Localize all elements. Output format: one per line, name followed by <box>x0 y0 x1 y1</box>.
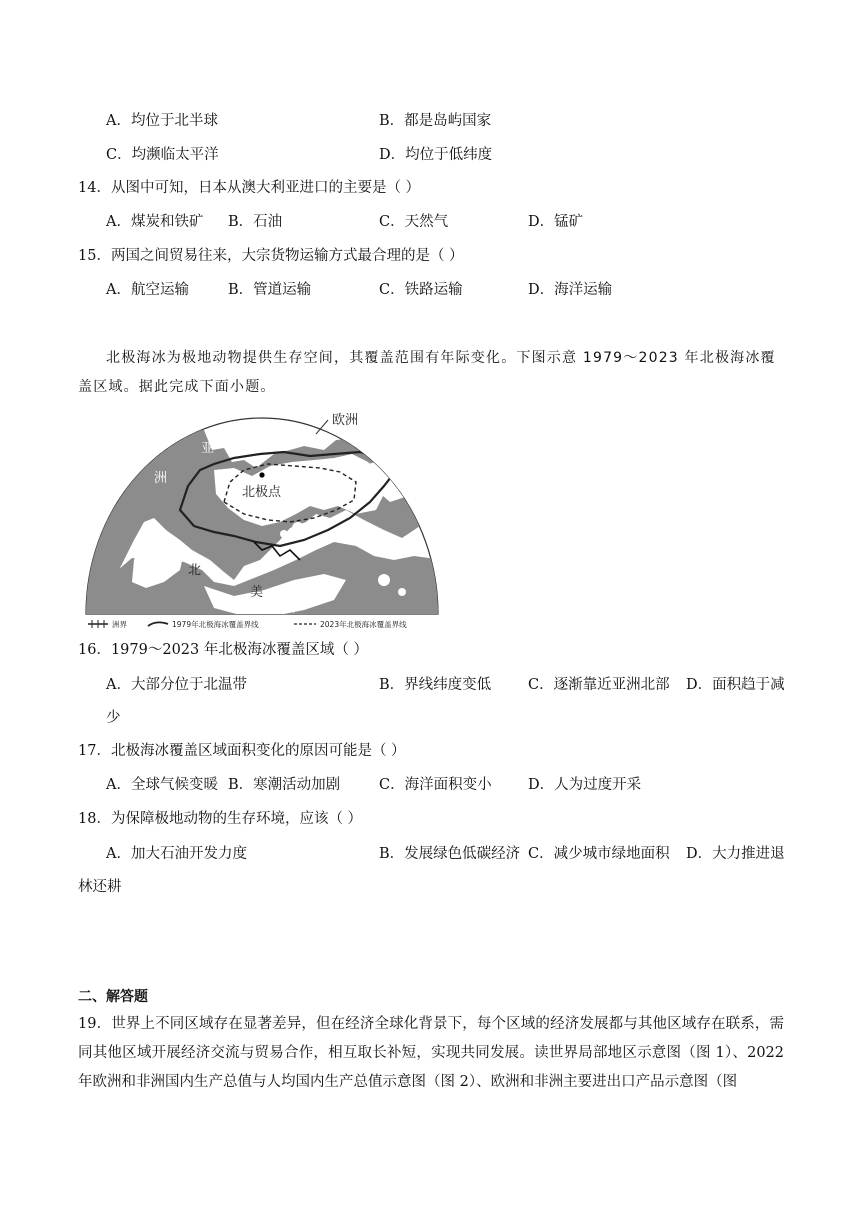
q15-option-a[interactable]: A．航空运输 <box>106 282 189 298</box>
q16-option-b[interactable]: B．界线纬度变低 <box>379 677 492 693</box>
q13-option-b[interactable]: B．都是岛屿国家 <box>379 113 492 129</box>
q17-option-a[interactable]: A．全球气候变暖 <box>106 777 218 793</box>
q13-option-a[interactable]: A．均位于北半球 <box>106 113 218 129</box>
q16-option-a[interactable]: A．大部分位于北温带 <box>106 677 247 693</box>
north-america-label-1: 北 <box>188 563 202 578</box>
north-america-label-2: 美 <box>250 585 264 600</box>
q16-option-d[interactable]: D．面积趋于减 <box>686 677 785 693</box>
section-2-title: 二、解答题 <box>78 989 148 1005</box>
q18-option-a[interactable]: A．加大石油开发力度 <box>106 846 247 862</box>
legend-2023: 2023年北极海冰覆盖界线 <box>320 620 407 629</box>
q17-option-c[interactable]: C．海洋面积变小 <box>379 777 492 793</box>
legend-1979: 1979年北极海冰覆盖界线 <box>172 620 259 629</box>
q14-option-a[interactable]: A．煤炭和铁矿 <box>106 214 204 230</box>
q14-option-d[interactable]: D．锰矿 <box>528 214 584 230</box>
q18-option-d[interactable]: D．大力推进退 <box>686 846 785 862</box>
q19-paragraph: 19．世界上不同区域存在显著差异，但在经济全球化背景下，每个区域的经济发展都与其他区域存在联系，需同其他区域开展经济交流与贸易合作，相互取长补短，实现共同发展。读世界局部地区示意图（图 1）、2022 年欧洲和非洲国内生产总值与人均国内生产总值示意图（图 2）、欧洲和非洲主要进出口产品示意图（图 <box>78 1016 784 1090</box>
europe-label: 欧洲 <box>332 413 359 428</box>
q14-option-c[interactable]: C．天然气 <box>379 214 449 230</box>
intro-paragraph: 北极海冰为极地动物提供生存空间，其覆盖范围有年际变化。下图示意 1979～2023 年北极海冰覆盖区域。据此完成下面小题。 <box>78 350 776 395</box>
arctic-sea-ice-map <box>84 410 440 632</box>
q15-option-b[interactable]: B．管道运输 <box>228 282 312 298</box>
q14-option-b[interactable]: B．石油 <box>228 214 283 230</box>
q16-stem: 16．1979～2023 年北极海冰覆盖区域（ ） <box>78 642 368 658</box>
north-america-label-3: 洲 <box>282 601 296 616</box>
legend-boundary: 洲界 <box>112 620 127 629</box>
q15-option-c[interactable]: C．铁路运输 <box>379 282 463 298</box>
q14-stem: 14．从图中可知，日本从澳大利亚进口的主要是（ ） <box>78 180 421 196</box>
q18-option-d-continued: 林还耕 <box>78 879 122 895</box>
q16-option-d-continued: 少 <box>106 710 121 726</box>
q13-option-d[interactable]: D．均位于低纬度 <box>379 147 493 163</box>
north-pole-label: 北极点 <box>242 485 282 500</box>
asia-label-1: 亚 <box>201 441 215 456</box>
q15-stem: 15．两国之间贸易往来，大宗货物运输方式最合理的是（ ） <box>78 248 464 264</box>
q17-option-b[interactable]: B．寒潮活动加剧 <box>228 777 341 793</box>
q17-option-d[interactable]: D．人为过度开采 <box>528 777 642 793</box>
q17-stem: 17．北极海冰覆盖区域面积变化的原因可能是（ ） <box>78 743 406 759</box>
q18-option-c[interactable]: C．减少城市绿地面积 <box>528 846 670 862</box>
q16-option-c[interactable]: C．逐渐靠近亚洲北部 <box>528 677 670 693</box>
q15-option-d[interactable]: D．海洋运输 <box>528 282 613 298</box>
asia-label-2: 洲 <box>154 471 168 486</box>
q18-option-b[interactable]: B．发展绿色低碳经济 <box>379 846 521 862</box>
q18-stem: 18．为保障极地动物的生存环境，应该（ ） <box>78 811 363 827</box>
q13-option-c[interactable]: C．均濒临太平洋 <box>106 147 219 163</box>
